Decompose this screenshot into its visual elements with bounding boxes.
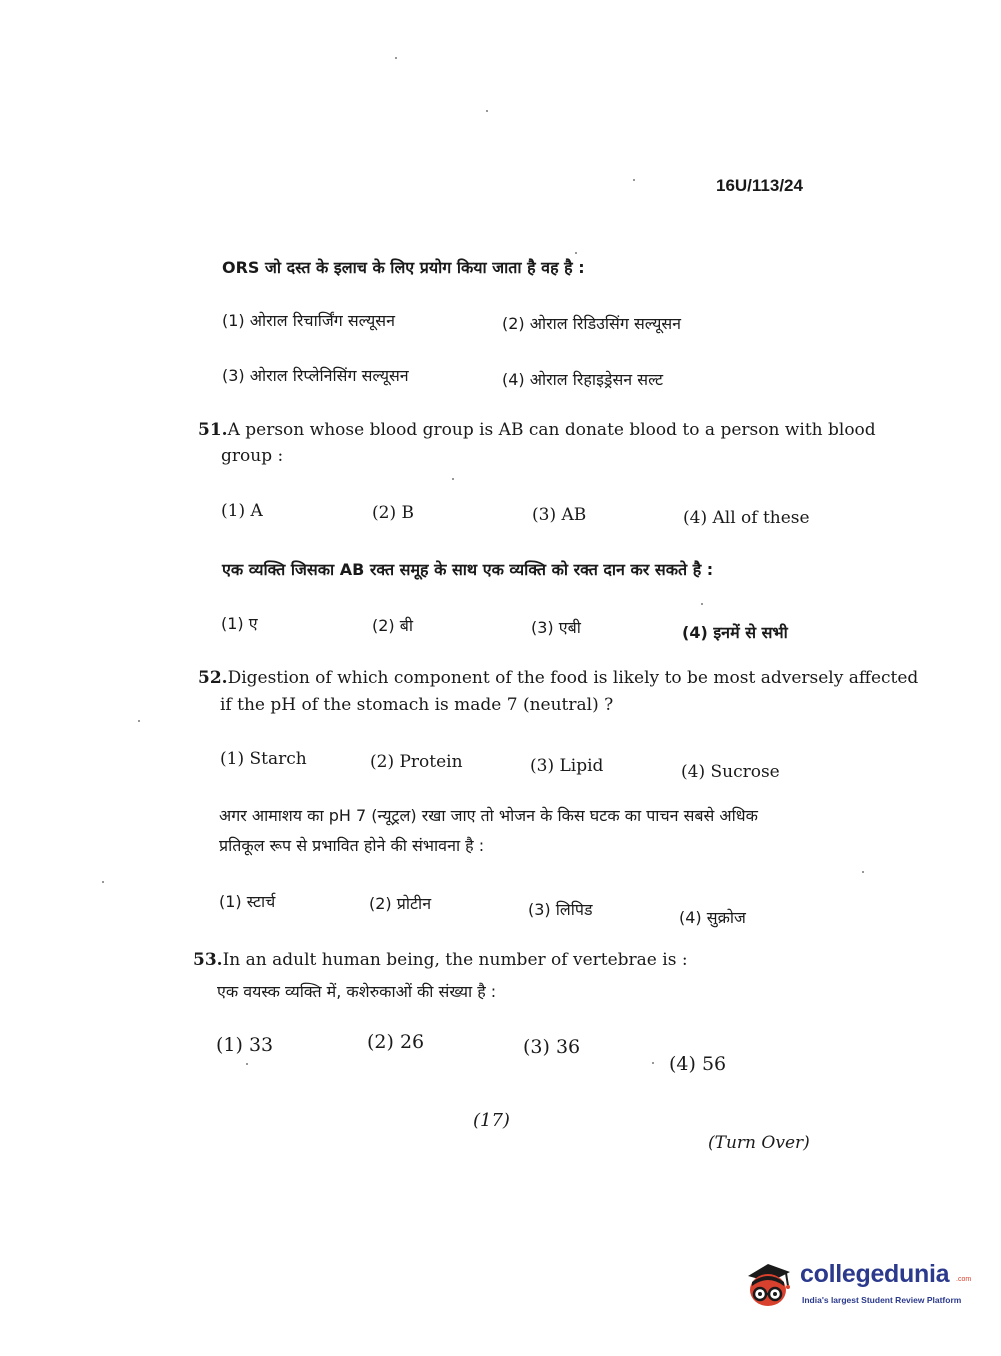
q50-option-1: (1) ओराल रिचार्जिंग सल्यूसन (222, 311, 395, 330)
q52-number: 52. (198, 668, 228, 688)
q51-line1: A person whose blood group is AB can donate blood to a person with blood (227, 420, 876, 440)
q53-hindi-question: एक वयस्क व्यक्ति में, कशेरुकाओं की संख्या है : (217, 982, 497, 1001)
q52-line2: if the pH of the stomach is made 7 (neutral) ? (220, 695, 614, 715)
q52-option-1: (1) Starch (220, 749, 307, 769)
q50-hindi-question: ORS जो दस्त के इलाच के लिए प्रयोग किया जाता है वह है : (222, 258, 585, 277)
q51-option-4: (4) All of these (683, 508, 810, 528)
q51-option-3: (3) AB (532, 505, 587, 525)
turn-over-label: (Turn Over) (708, 1133, 810, 1153)
q51-hindi-question: एक व्यक्ति जिसका AB रक्त समूह के साथ एक व्यक्ति को रक्त दान कर सकते है : (222, 560, 714, 579)
q51-hindi-option-1: (1) ए (221, 614, 258, 633)
scan-speck (102, 881, 104, 883)
scan-speck (862, 871, 864, 873)
q51-line2: group : (221, 446, 284, 466)
collegedunia-logo (742, 1256, 972, 1312)
q52-hindi-option-1: (1) स्टार्च (219, 892, 276, 911)
q51-option-2: (2) B (372, 503, 414, 523)
q52-hindi-option-4: (4) सुक्रोज (679, 908, 746, 927)
q51-option-1: (1) A (221, 501, 263, 521)
scan-speck (138, 720, 140, 722)
scan-speck (701, 603, 703, 605)
q52-hindi-option-2: (2) प्रोटीन (369, 894, 432, 913)
q53-question (193, 950, 688, 970)
q52-question (198, 668, 918, 688)
mascot-icon (742, 1256, 798, 1312)
scan-speck (633, 179, 635, 181)
q53-option-4: (4) 56 (669, 1053, 727, 1075)
q51-number: 51. (198, 420, 228, 440)
q52-hindi-line2: प्रतिकूल रूप से प्रभावित होने की संभावना है : (219, 836, 485, 855)
q50-option-4: (4) ओराल रिहाइड्रेसन सल्ट (502, 370, 664, 389)
brand-name: collegedunia (800, 1260, 950, 1288)
q53-option-2: (2) 26 (367, 1031, 425, 1053)
q53-text: In an adult human being, the number of vertebrae is : (222, 950, 688, 970)
q51-hindi-option-3: (3) एबी (531, 618, 581, 637)
scan-speck (452, 478, 454, 480)
q52-option-4: (4) Sucrose (681, 762, 780, 782)
q51-hindi-option-4: (4) इनमें से सभी (682, 623, 788, 642)
q50-option-2: (2) ओराल रिडिउसिंग सल्यूसन (502, 314, 682, 333)
scan-speck (486, 110, 488, 112)
scan-speck (246, 1063, 248, 1065)
q53-option-1: (1) 33 (216, 1034, 274, 1056)
q52-line1: Digestion of which component of the food is likely to be most adversely affected (227, 668, 919, 688)
page-number: (17) (473, 1110, 510, 1131)
q52-option-3: (3) Lipid (530, 756, 604, 776)
paper-code: 16U/113/24 (716, 176, 803, 195)
q50-option-3: (3) ओराल रिप्लेनिसिंग सल्यूसन (222, 366, 409, 385)
scan-speck (652, 1062, 654, 1064)
q52-hindi-line1: अगर आमाशय का pH 7 (न्यूट्रल) रखा जाए तो भोजन के किस घटक का पाचन सबसे अधिक (219, 806, 758, 825)
q51-question (198, 420, 876, 440)
brand-tagline: India's largest Student Review Platform (802, 1295, 962, 1305)
q52-option-2: (2) Protein (370, 752, 463, 772)
q52-hindi-option-3: (3) लिपिड (528, 900, 593, 919)
q53-number: 53. (193, 950, 223, 970)
q51-hindi-option-2: (2) बी (372, 616, 414, 635)
scan-speck (575, 252, 577, 254)
brand-suffix: .com (956, 1276, 972, 1283)
scan-speck (395, 57, 397, 59)
q53-option-3: (3) 36 (523, 1036, 581, 1058)
